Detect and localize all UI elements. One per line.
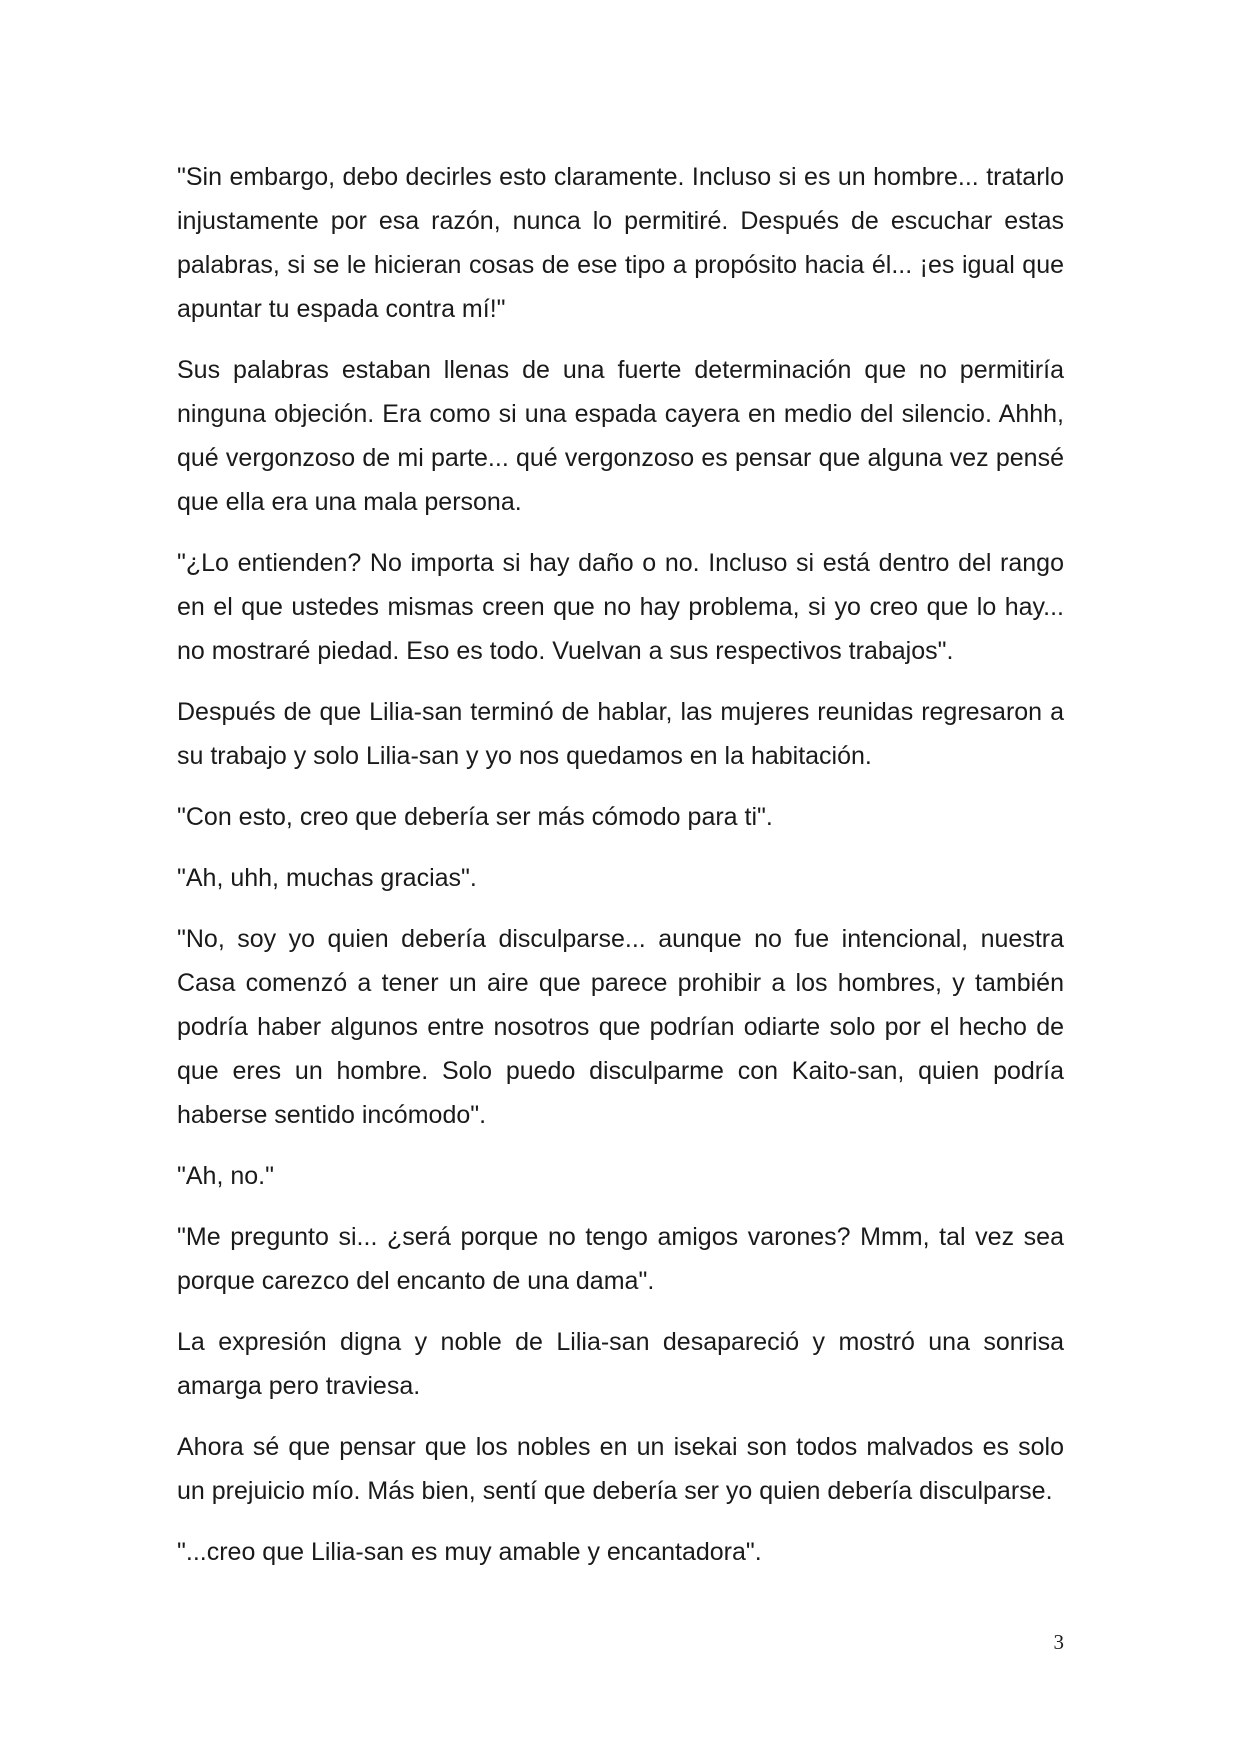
paragraph: Ahora sé que pensar que los nobles en un isekai son todos malvados es solo un prejuicio mío. Más bien, sentí que debería ser yo quien debería disculparse. <box>177 1433 1064 1505</box>
paragraph: "Ah, uhh, muchas gracias". <box>177 864 477 892</box>
paragraph: "Con esto, creo que debería ser más cómodo para ti". <box>177 803 773 831</box>
paragraph: "Ah, no." <box>177 1162 274 1190</box>
paragraph: "No, soy yo quien debería disculparse... aunque no fue intencional, nuestra Casa comenzó a tener un aire que parece prohibir a los hombres, y también podría haber algunos entre nosotros que podrían odiarte solo por el hecho de que eres un hombre. Solo puedo disculparme con Kaito-san, quien podría haberse sentido incómodo". <box>177 925 1064 1129</box>
body-text <box>177 155 1064 1591</box>
paragraph: "¿Lo entienden? No importa si hay daño o no. Incluso si está dentro del rango en el que ustedes mismas creen que no hay problema, si yo creo que lo hay... no mostraré piedad. Eso es todo. Vuelvan a sus respectivos trabajos". <box>177 549 1064 665</box>
paragraph: La expresión digna y noble de Lilia-san desapareció y mostró una sonrisa amarga pero traviesa. <box>177 1328 1064 1400</box>
paragraph: "...creo que Lilia-san es muy amable y encantadora". <box>177 1538 762 1566</box>
paragraph: "Sin embargo, debo decirles esto claramente. Incluso si es un hombre... tratarlo injustamente por esa razón, nunca lo permitiré. Después de escuchar estas palabras, si se le hicieran cosas de ese tipo a propósito hacia él... ¡es igual que apuntar tu espada contra mí!" <box>177 163 1064 323</box>
paragraph: Después de que Lilia-san terminó de hablar, las mujeres reunidas regresaron a su trabajo y solo Lilia-san y yo nos quedamos en la habitación. <box>177 698 1064 770</box>
paragraph: Sus palabras estaban llenas de una fuerte determinación que no permitiría ninguna objeción. Era como si una espada cayera en medio del silencio. Ahhh, qué vergonzoso de mi parte... qué vergonzoso es pensar que alguna vez pensé que ella era una mala persona. <box>177 356 1064 516</box>
paragraph: "Me pregunto si... ¿será porque no tengo amigos varones? Mmm, tal vez sea porque carezco del encanto de una dama". <box>177 1223 1064 1295</box>
page-number: 3 <box>1053 1630 1064 1654</box>
